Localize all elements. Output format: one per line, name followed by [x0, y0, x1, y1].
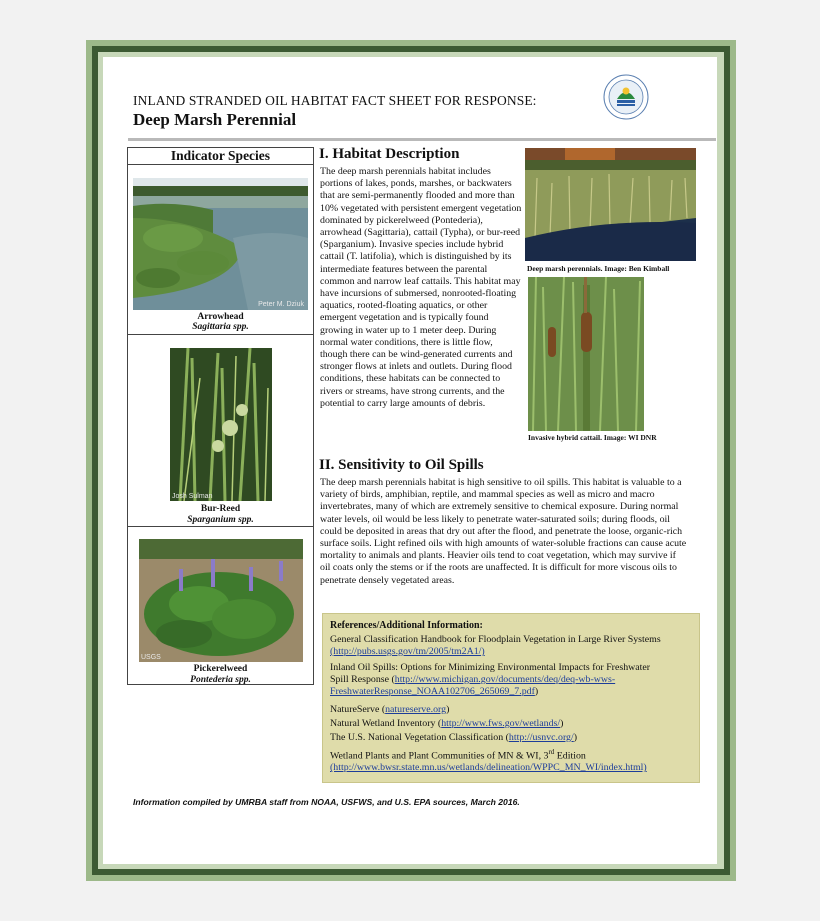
reference-2-text: Inland Oil Spills: Options for Minimizing Environmental Impacts for Freshwater	[330, 662, 651, 673]
reference-4-close: )	[560, 718, 564, 729]
reference-3-close: )	[446, 704, 450, 715]
page-title: Deep Marsh Perennial	[133, 110, 297, 129]
reference-3	[330, 704, 698, 716]
habitat-description-heading: I. Habitat Description	[319, 146, 460, 162]
sidebar-divider	[127, 526, 314, 527]
reference-2-close: )	[534, 686, 539, 697]
reference-4-link[interactable]: http://www.fws.gov/wetlands/	[441, 718, 561, 729]
bur-reed-latin: Sparganium spp.	[187, 515, 254, 525]
header-subtitle: INLAND STRANDED OIL HABITAT FACT SHEET FOR RESPONSE:	[133, 93, 537, 108]
reference-6-sup: rd	[548, 748, 555, 756]
arrowhead-photo	[133, 178, 308, 310]
hybrid-cattail-photo	[528, 277, 644, 431]
oil-sensitivity-text: The deep marsh perennials habitat is high sensitive to oil spills. This habitat is valuable to a variety of birds, amphibian, reptile, and mammal species as well as micro and macro invertebrates, many of which are extremely sensitive to chemical exposure. During normal water levels, oil would be less likely to penetrate water-saturated soils; during floods, oil could be deposited in areas that dry out after the flood, and penetrate the loose, organic-rich surface soils. Light refined oils with high amounts of water-soluble fractions can cause acute mortality to animals and plants. Heavier oils tend to coat vegetation, which may survive if oil coats only the stems or if the roots are unaffected. It is difficult for more viscous oils to penetrate densely vegetated areas.	[320, 477, 687, 586]
footer-note: Information compiled by UMRBA staff from NOAA, USFWS, and U.S. EPA sources, March 2016.	[133, 797, 520, 807]
reference-1	[330, 634, 698, 658]
reference-5-link[interactable]: http://usnvc.org/	[508, 732, 574, 743]
indicator-species-title: Indicator Species	[127, 147, 314, 165]
reference-5-text: The U.S. National Vegetation Classification (	[330, 732, 509, 743]
reference-6-text2: Edition	[554, 750, 586, 762]
header-divider	[128, 138, 716, 141]
bur-reed-name: Bur-Reed	[200, 504, 241, 514]
arrowhead-photo-credit: Peter M. Dziuk	[258, 301, 304, 308]
reference-1-text: General Classification Handbook for Floodplain Vegetation in Large River Systems	[330, 634, 661, 645]
deep-marsh-caption: Deep marsh perennials. Image: Ben Kimball	[527, 264, 670, 273]
pickerelweed-latin: Pontederia spp.	[190, 675, 251, 685]
reference-1-link[interactable]: (http://pubs.usgs.gov/tm/2005/tm2A1/)	[330, 646, 485, 657]
habitat-description-text: The deep marsh perennials habitat includes portions of lakes, ponds, marshes, or backwaters that are semi-permanently flooded and more than 10% vegetated with persistent emergent vegetation dominated by pickerelweed (Pontederia), arrowhead (Sagittaria), cattail (Typha), or bur-reed (Sparganium). Invasive species include hybrid cattail (T. latifolia), which is distinguished by its intermediate features between the parental common and narrow leaf cattails. This habitat may have incursions of submersed, nonrooted-floating aquatics, rooted-floating aquatics, or other emergent vegetation and is typically found growing in water up to 1 meter deep. During normal water conditions, there is little flow, though there can be wind-generated currents and stronger flows at inlets and outlets. During flood conditions, these habitats can be connected to rivers or streams, have strong currents, and the potential to carry large amounts of debris.	[320, 166, 522, 409]
reference-5	[330, 732, 698, 744]
reference-5-close: )	[573, 732, 578, 743]
sidebar-divider	[127, 334, 314, 335]
reference-2-link-cont[interactable]: FreshwaterResponse_NOAA102706_265069_7.pdf	[330, 686, 535, 697]
epa-seal-logo	[603, 74, 649, 120]
reference-6	[330, 746, 698, 774]
reference-2-link[interactable]: http://www.michigan.gov/documents/deq/deq-wb-wws-	[394, 674, 616, 685]
reference-4	[330, 718, 698, 730]
bur-reed-photo-credit: Josh Sulman	[172, 493, 213, 500]
reference-2-text-b: Spill Response (	[330, 674, 395, 685]
arrowhead-name: Arrowhead	[197, 312, 244, 322]
pickerelweed-photo	[139, 539, 303, 662]
pickerelweed-photo-credit: USGS	[141, 654, 161, 661]
deep-marsh-photo	[525, 148, 696, 261]
arrowhead-latin: Sagittaria spp.	[192, 322, 249, 332]
reference-2	[330, 662, 698, 698]
reference-3-text: NatureServe (	[330, 704, 386, 715]
reference-3-link[interactable]: natureserve.org	[385, 704, 447, 715]
pickerelweed-name: Pickerelweed	[193, 664, 248, 674]
references-title: References/Additional Information:	[330, 620, 483, 631]
reference-4-text: Natural Wetland Inventory (	[330, 718, 442, 729]
oil-sensitivity-heading: II. Sensitivity to Oil Spills	[319, 457, 484, 473]
hybrid-cattail-caption: Invasive hybrid cattail. Image: WI DNR	[528, 433, 657, 442]
bur-reed-photo	[170, 348, 272, 501]
reference-6-link[interactable]: (http://www.bwsr.state.mn.us/wetlands/delineation/WPPC_MN_WI/index.html)	[330, 762, 647, 774]
reference-6-text: Wetland Plants and Plant Communities of MN & WI, 3	[330, 750, 549, 762]
